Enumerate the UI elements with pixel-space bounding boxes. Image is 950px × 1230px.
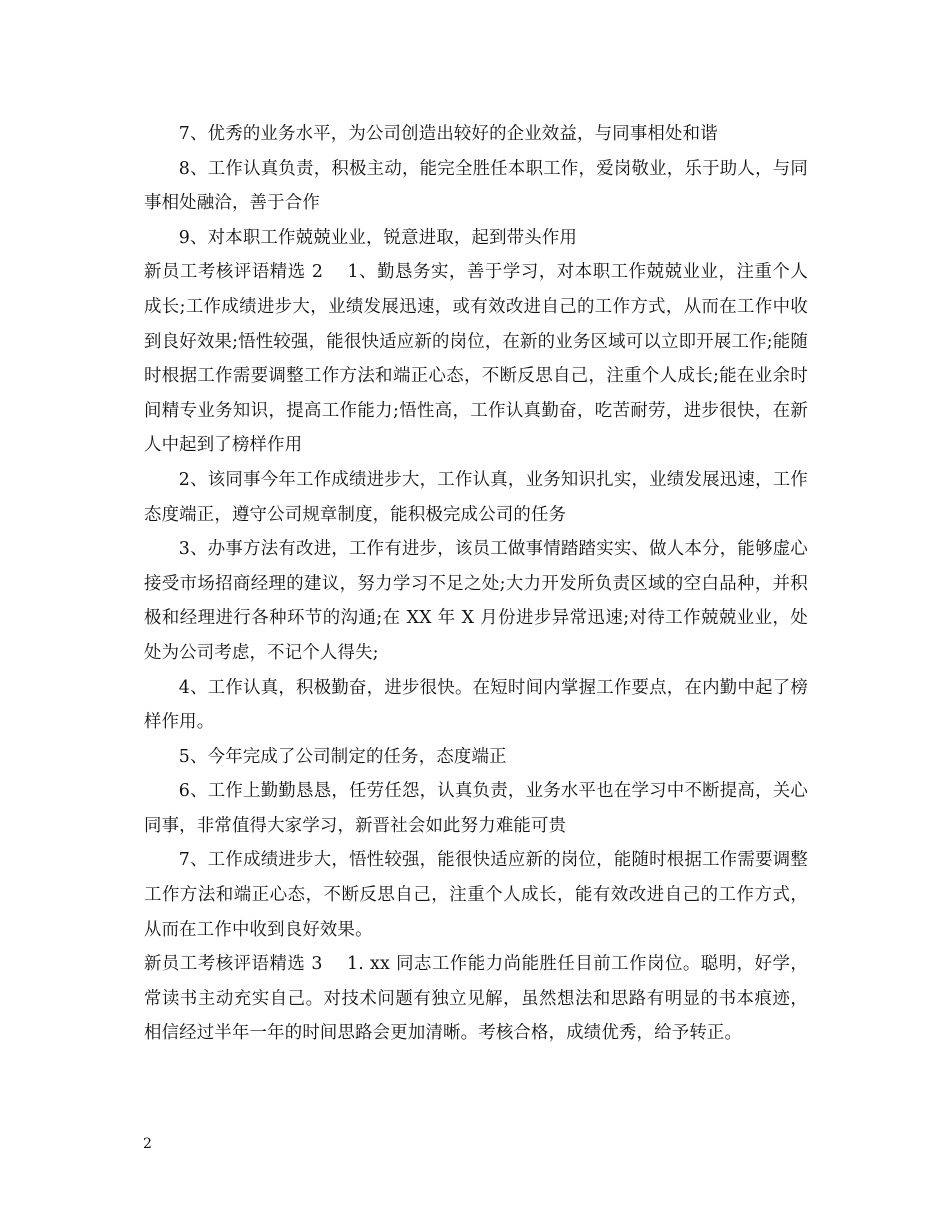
page-number: 2	[143, 1136, 152, 1152]
paragraph: 7、优秀的业务水平，为公司创造出较好的企业效益，与同事相处和谐	[178, 124, 718, 144]
section-paragraph	[144, 255, 808, 463]
paragraph-text: 1. xx 同志工作能力尚能胜任目前工作岗位。聪明，好学，常读书主动充实自己。对技术问题有独立见解，虽然想法和思路有明显的书本痕迹，相信经过半年一年的时间思路会更加清晰。考核合格，成绩优秀，给予转正。	[144, 954, 808, 1044]
paragraph: 2、该同事今年工作成绩进步大，工作认真，业务知识扎实，业绩发展迅速，工作态度端正，遵守公司规章制度，能积极完成公司的任务	[144, 469, 808, 525]
paragraph: 7、工作成绩进步大，悟性较强，能很快适应新的岗位，能随时根据工作需要调整工作方法和端正心态，不断反思自己，注重个人成长，能有效改进自己的工作方式，从而在工作中收到良好效果。	[144, 850, 808, 940]
section-paragraph	[144, 947, 808, 1051]
paragraph-text: 1、勤恳务实，善于学习，对本职工作兢兢业业，注重个人成长;工作成绩进步大，业绩发展迅速，或有效改进自己的工作方式，从而在工作中收到良好效果;悟性较强，能很快适应新的岗位，在新的业务区域可以立即开展工作;能随时根据工作需要调整工作方法和端正心态，不断反思自己，注重个人成长;能在业余时间精专业务知识，提高工作能力;悟性高，工作认真勤奋，吃苦耐劳，进步很快，在新人中起到了榜样作用	[144, 262, 808, 456]
paragraph: 9、对本职工作兢兢业业，锐意进取，起到带头作用	[178, 227, 578, 248]
paragraph: 8、工作认真负责，积极主动，能完全胜任本职工作，爱岗敬业，乐于助人，与同事相处融洽，善于合作	[144, 158, 808, 214]
section-heading: 新员工考核评语精选 3	[144, 954, 323, 975]
document-body	[144, 117, 808, 1051]
section-heading: 新员工考核评语精选 2	[144, 262, 324, 283]
paragraph: 6、工作上勤勤恳恳，任劳任怨，认真负责，业务水平也在学习中不断提高，关心同事，非常值得大家学习，新晋社会如此努力难能可贵	[144, 781, 808, 836]
paragraph: 5、今年完成了公司制定的任务，态度端正	[178, 746, 507, 767]
paragraph: 3、办事方法有改进，工作有进步，该员工做事情踏踏实实、做人本分，能够虚心接受市场招商经理的建议，努力学习不足之处;大力开发所负责区域的空白品种，并积极和经理进行各种环节的沟通;在 XX 年 X 月份进步异常迅速;对待工作兢兢业业，处处为公司考虑，不记个人得失;	[144, 539, 808, 663]
paragraph: 4、工作认真，积极勤奋，进步很快。在短时间内掌握工作要点，在内勤中起了榜样作用。	[144, 677, 808, 733]
